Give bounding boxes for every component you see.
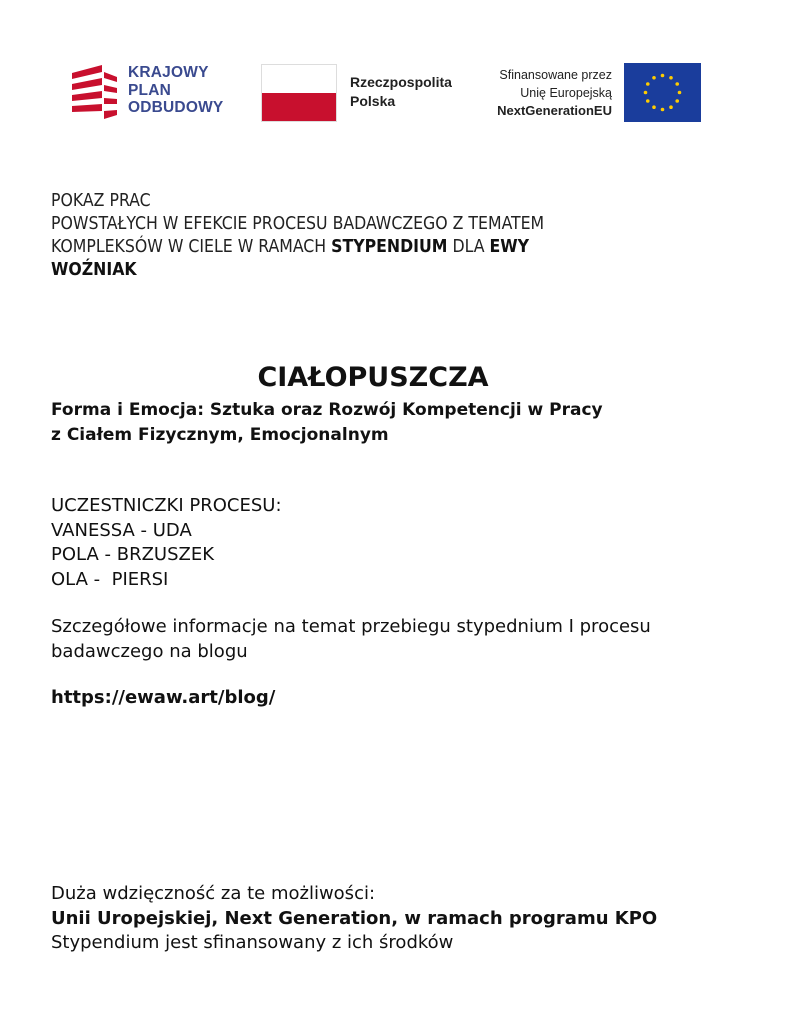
eu-star-icon xyxy=(661,74,665,78)
kpo-logo-text xyxy=(128,64,223,117)
info-line: Szczegółowe informacje na temat przebiegu stypednium I procesu xyxy=(51,616,651,637)
kpo-line: KRAJOWY xyxy=(128,64,209,81)
blog-link[interactable]: https://ewaw.art/blog/ xyxy=(51,687,276,708)
info xyxy=(51,615,651,664)
subtitle-line: Forma i Emocja: Sztuka oraz Rozwój Kompetencji w Pracy xyxy=(51,400,603,420)
eu-flag-icon xyxy=(624,63,701,122)
heading-line: POWSTAŁYCH W EFEKCIE PROCESU BADAWCZEGO Z TEMATEM xyxy=(51,214,545,234)
subtitle-line: z Ciałem Fizycznym, Emocjonalnym xyxy=(51,425,389,445)
heading-bold: EWY xyxy=(489,237,530,257)
page-title: CIAŁOPUSZCZA xyxy=(257,362,489,393)
heading-bold: WOŹNIAK xyxy=(51,260,137,280)
eu-star-icon xyxy=(646,82,650,86)
participant-item: OLA - PIERSI xyxy=(51,568,169,590)
eu-star-icon xyxy=(669,105,673,109)
eu-line: Sfinansowane przez xyxy=(499,68,612,82)
eu-star-icon xyxy=(652,76,656,80)
eu-star-icon xyxy=(644,91,648,95)
participants-label: UCZESTNICZKI PROCESU: xyxy=(51,495,282,516)
logo-bar xyxy=(0,60,791,130)
kpo-line: ODBUDOWY xyxy=(128,99,224,116)
polish-flag-icon xyxy=(261,64,337,122)
thanks-line: Duża wdzięczność za te możliwości: xyxy=(51,883,376,904)
heading-line: POKAZ PRAC xyxy=(51,191,151,211)
eu-star-icon xyxy=(661,108,665,112)
heading xyxy=(51,190,544,282)
thanks xyxy=(51,882,657,956)
rp-line: Rzeczpospolita xyxy=(350,74,452,90)
thanks-line: Unii Uropejskiej, Next Generation, w ramach programu KPO xyxy=(51,907,658,929)
rp-line: Polska xyxy=(350,93,396,109)
participant-item: VANESSA - UDA xyxy=(51,519,192,541)
eu-star-icon xyxy=(646,99,650,103)
subtitle xyxy=(51,398,603,448)
eu-star-icon xyxy=(675,82,679,86)
info-line: badawczego na blogu xyxy=(51,640,248,662)
participants xyxy=(51,494,282,592)
heading-text: DLA xyxy=(447,237,490,257)
eu-stars-icon xyxy=(624,63,701,122)
heading-line xyxy=(51,236,544,259)
eu-star-icon xyxy=(669,76,673,80)
kpo-line: PLAN xyxy=(128,81,171,99)
eu-star-icon xyxy=(652,105,656,109)
rp-logo-text xyxy=(350,73,452,111)
eu-line: Unię Europejską xyxy=(520,86,612,100)
heading-bold: STYPENDIUM xyxy=(331,237,448,257)
eu-logo-text xyxy=(470,66,612,120)
eu-star-icon xyxy=(678,91,682,95)
eu-star-icon xyxy=(675,99,679,103)
kpo-logo-icon xyxy=(70,63,120,123)
heading-text: KOMPLEKSÓW W CIELE W RAMACH xyxy=(51,237,332,257)
participant-item: POLA - BRZUSZEK xyxy=(51,544,215,565)
eu-line: NextGenerationEU xyxy=(497,103,612,118)
thanks-line: Stypendium jest sfinansowany z ich środków xyxy=(51,932,454,953)
